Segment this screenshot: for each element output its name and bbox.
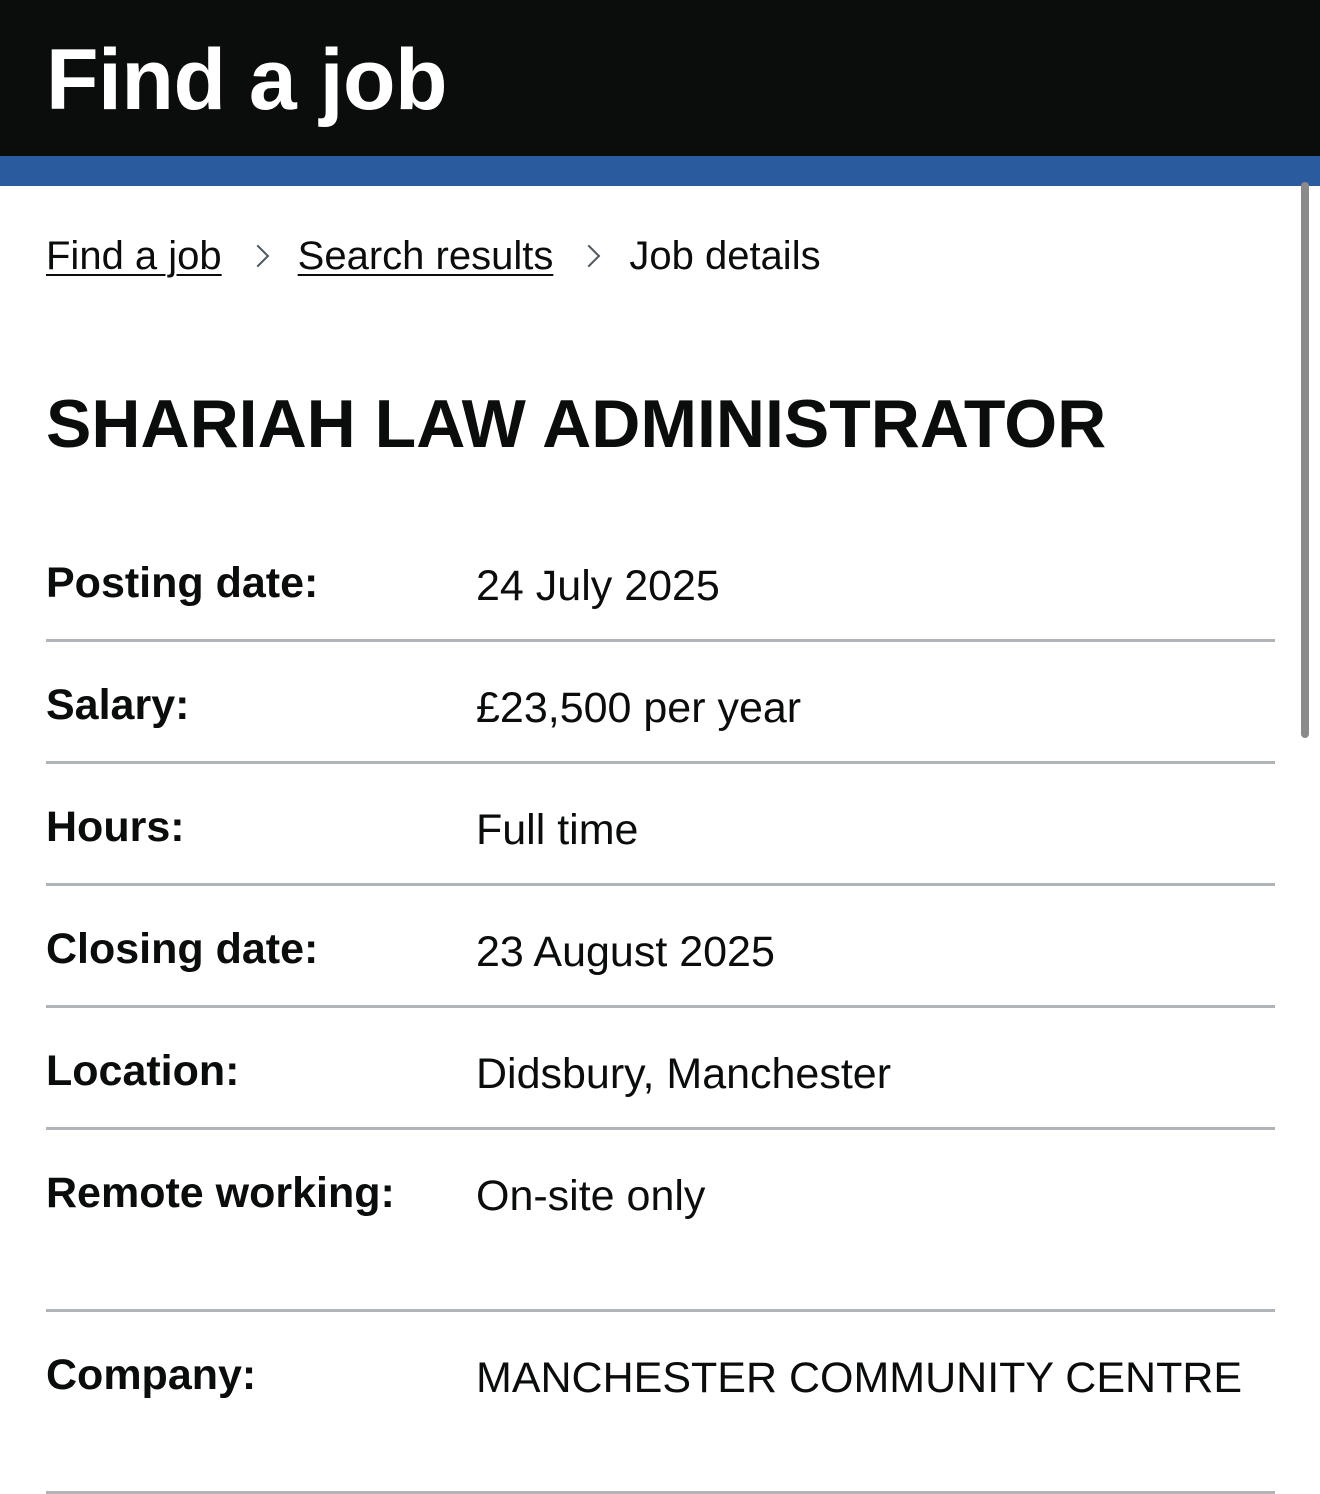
detail-label: Location:: [46, 1047, 240, 1095]
detail-label: Company:: [46, 1351, 257, 1399]
detail-label: Salary:: [46, 681, 190, 729]
job-details-list: [46, 520, 1275, 1494]
breadcrumb-link-find-a-job[interactable]: Find a job: [46, 234, 222, 278]
breadcrumb-current-job-details: Job details: [629, 234, 821, 278]
detail-row-hours: [46, 764, 1275, 886]
vertical-scrollbar[interactable]: [1301, 182, 1309, 738]
chevron-right-icon: [246, 245, 269, 268]
header-accent-bar: [0, 156, 1320, 186]
site-header: [0, 0, 1320, 156]
detail-label: Hours:: [46, 803, 185, 851]
detail-value: On-site only: [476, 1172, 706, 1220]
site-title[interactable]: Find a job: [46, 32, 448, 128]
detail-value: 23 August 2025: [476, 928, 775, 976]
detail-value: Full time: [476, 806, 639, 854]
detail-row-posting-date: [46, 520, 1275, 642]
detail-value: 24 July 2025: [476, 562, 720, 610]
detail-label: Posting date:: [46, 559, 319, 607]
detail-label: Remote working:: [46, 1169, 395, 1217]
detail-row-company: [46, 1312, 1275, 1494]
detail-row-salary: [46, 642, 1275, 764]
detail-row-remote-working: [46, 1130, 1275, 1312]
detail-label: Closing date:: [46, 925, 319, 973]
detail-row-closing-date: [46, 886, 1275, 1008]
chevron-right-icon: [578, 245, 601, 268]
job-title: SHARIAH LAW ADMINISTRATOR: [46, 386, 1107, 462]
detail-value: MANCHESTER COMMUNITY CENTRE: [476, 1354, 1243, 1402]
detail-value: £23,500 per year: [476, 684, 802, 732]
breadcrumb: [46, 230, 821, 282]
breadcrumb-link-search-results[interactable]: Search results: [297, 234, 554, 278]
detail-value: Didsbury, Manchester: [476, 1050, 892, 1098]
detail-row-location: [46, 1008, 1275, 1130]
